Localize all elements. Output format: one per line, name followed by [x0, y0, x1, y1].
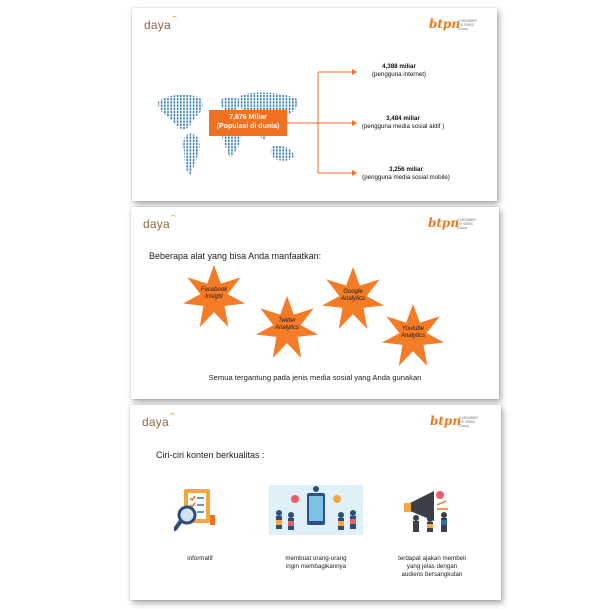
stat-active-social-users: 3,484 miliar (pengguna media sosial aktif ) — [361, 115, 445, 130]
tool-youtube-analytics: Youtube Analytics — [400, 326, 425, 339]
stat-internet-users: 4,388 miliar (pengguna internet) — [371, 63, 426, 78]
daya-logo: daya — [144, 18, 171, 32]
world-map-icon — [154, 88, 304, 184]
daya-logo: daya — [142, 415, 169, 429]
caption-call-to-action: terdapat ajakan membeli yang jelas dengan audiens bersangkutan — [398, 555, 466, 578]
caption-informative: informatif — [187, 555, 213, 562]
quality-heading: Ciri-ciri konten berkualitas : — [156, 450, 265, 460]
world-population-value: 7,676 Miliar — [229, 114, 267, 121]
caption-shareable: membuat orang-orang ingin membagikannya — [285, 555, 347, 570]
world-population-box — [209, 110, 287, 136]
world-population-label: (Populasi di dunia) — [216, 123, 280, 130]
btpn-tagline: A MEMBER OF SMBC Group — [458, 19, 477, 31]
slide-world-population — [132, 8, 497, 201]
slide-quality-content — [130, 405, 501, 600]
people-sharing-phone-icon — [269, 485, 363, 535]
stat-mobile-social-users: 3,256 miliar (pengguna media sosial mobile) — [362, 166, 450, 181]
megaphone-team-icon — [400, 485, 460, 533]
checklist-magnifier-icon — [174, 485, 224, 533]
daya-logo: daya — [143, 217, 170, 231]
btpn-tagline: A MEMBER OF SMBC Group — [459, 416, 478, 428]
tool-google-analytics: Google Analytics — [340, 289, 365, 302]
btpn-tagline: A MEMBER OF SMBC Group — [457, 218, 476, 230]
tool-twitter-analytics: Twitter Analytics — [274, 318, 299, 331]
btpn-logo: btpn — [428, 216, 460, 230]
btpn-logo: btpn — [430, 414, 462, 428]
tool-facebook-insight: Facebook Insight — [200, 287, 228, 300]
btpn-logo: btpn — [429, 17, 461, 31]
tools-footer-note: Semua tergantung pada jenis media sosial yang Anda gunakan — [208, 373, 422, 382]
tools-heading: Beberapa alat yang bisa Anda manfaatkan: — [149, 251, 322, 261]
slide-analytics-tools — [131, 207, 499, 399]
